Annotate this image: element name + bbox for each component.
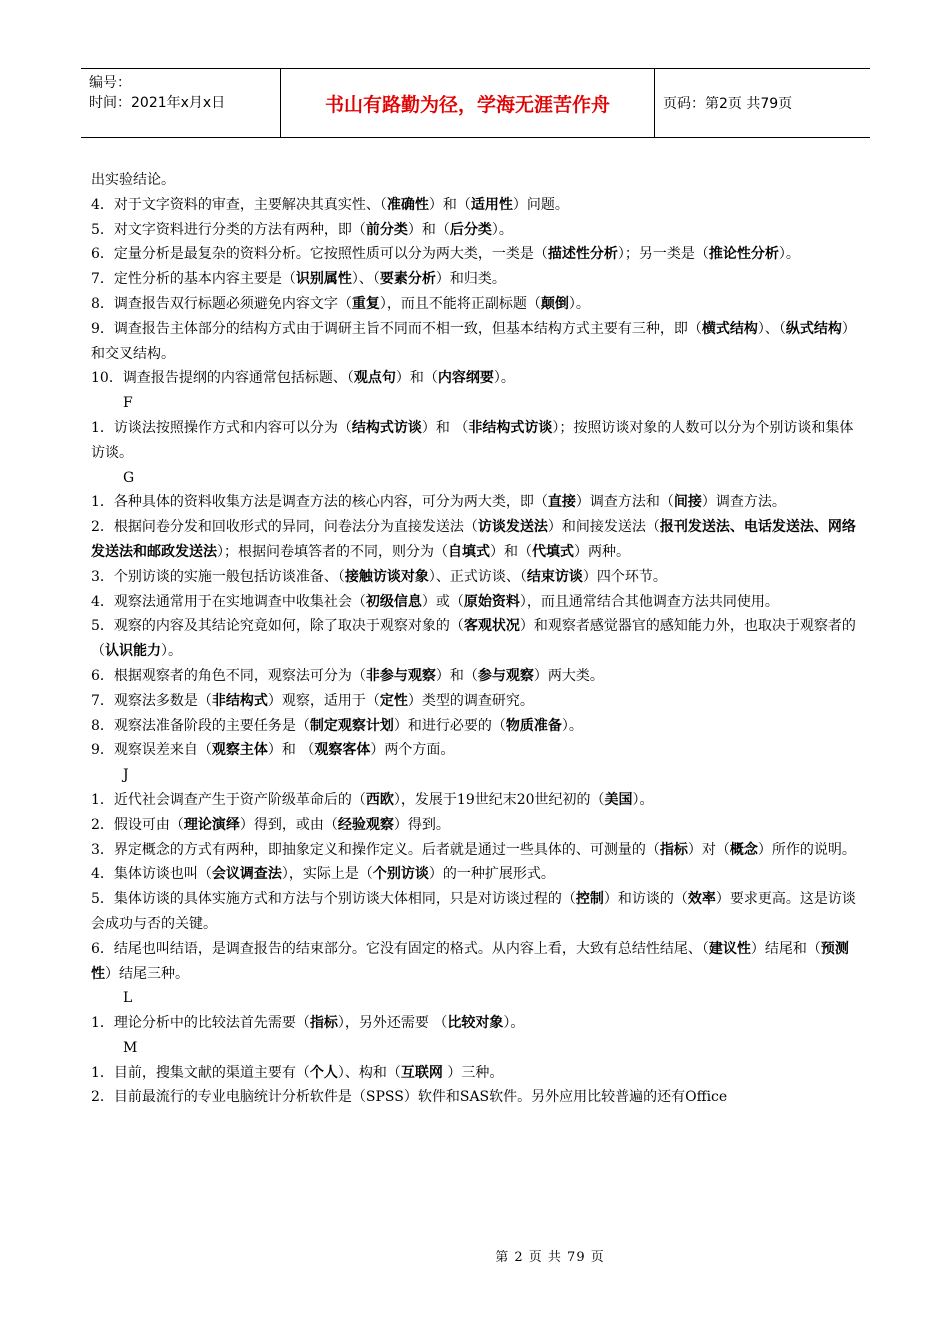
text-run: ）对（ [687, 841, 730, 858]
answer-text: 非结构式访谈 [468, 419, 553, 436]
footer-page-number: 第 2 页 共 79 页 [495, 1250, 605, 1265]
header-left-cell [81, 69, 281, 137]
answer-text: 纵式结构 [785, 320, 842, 337]
paragraph [91, 242, 863, 267]
paragraph [91, 565, 863, 590]
text-run: ）得到。 [393, 816, 450, 833]
answer-text: 制定观察计划 [309, 717, 394, 734]
text-run: 1．近代社会调查产生于资产阶级革命后的（ [91, 791, 366, 808]
text-run: ）和间接发送法（ [547, 519, 660, 536]
text-run: 1．目前，搜集文献的渠道主要有（ [91, 1064, 310, 1081]
text-run: ）；按照访谈对象的人数可以分为个别访谈和集体访谈。 [91, 419, 854, 461]
answer-text: 认识能力 [105, 643, 161, 660]
paragraph [91, 664, 863, 689]
paragraph [91, 689, 863, 714]
paragraph [91, 515, 863, 565]
text-run: 5．对文字资料进行分类的方法有两种，即（ [91, 221, 366, 238]
text-run: 2．根据问卷分发和回收形式的异同，问卷法分为直接发送法（ [91, 519, 478, 536]
section-letter: G [123, 469, 135, 486]
text-run: ）调查方法。 [701, 494, 786, 511]
text-run: 9．观察误差来自（ [91, 742, 212, 759]
answer-text: 自填式 [448, 543, 490, 560]
paragraph [91, 862, 863, 887]
text-run: ）结尾三种。 [105, 965, 189, 982]
text-run: 2．假设可由（ [91, 816, 184, 833]
text-run: ）、（ [351, 271, 380, 288]
answer-text: 预测性 [91, 940, 849, 982]
text-run: ）要求更高。这是访谈会成功与否的关键。 [91, 891, 856, 932]
text-run: 1．理论分析中的比较法首先需要（ [91, 1015, 310, 1032]
answer-text: 定性 [379, 692, 408, 709]
text-run: ）；根据问卷填答者的不同，则分为（ [217, 543, 448, 560]
answer-text: 代填式 [532, 543, 574, 560]
paragraph [91, 193, 863, 218]
paragraph [91, 168, 863, 193]
text-run: 5．集体访谈的具体实施方式和方法与个别访谈大体相同，只是对访谈过程的（ [91, 891, 576, 908]
answer-text: 横式结构 [701, 320, 758, 337]
paragraph [91, 218, 863, 243]
answer-text: 个别访谈 [372, 866, 429, 883]
paragraph [91, 1011, 863, 1036]
text-run: ）观察，适用于（ [267, 692, 380, 709]
text-run: ）。 [491, 221, 513, 238]
header-table [81, 68, 870, 138]
section-letter: L [123, 990, 133, 1007]
text-run: ）和观察者感觉器官的感知能力外，也取决于观察者的（ [91, 618, 856, 660]
answer-text: 初级信息 [365, 593, 422, 610]
answer-text: 美国 [604, 791, 633, 808]
paragraph [91, 937, 863, 987]
text-run: 1．各种具体的资料收集方法是调查方法的核心内容，可分为两大类，即（ [91, 494, 548, 511]
answer-text: 结束访谈 [526, 568, 583, 585]
text-run: ）。 [568, 295, 590, 312]
paragraph [91, 614, 863, 664]
text-run: ）。 [632, 791, 654, 808]
text-run: ）四个环节。 [582, 568, 667, 585]
text-run: ），另外还需要 （ [337, 1015, 448, 1032]
answer-text: 适用性 [470, 196, 513, 213]
text-run: 6．根据观察者的角色不同，观察法可分为（ [91, 667, 366, 684]
text-run: 3．界定概念的方式有两种，即抽象定义和操作定义。后者就是通过一些具体的、可测量的（ [91, 841, 660, 858]
text-run: ）。 [503, 1015, 525, 1032]
answer-text: 颠倒 [540, 295, 569, 312]
answer-text: 非参与观察 [365, 667, 436, 684]
text-run: ）所作的说明。 [757, 841, 856, 858]
paragraph [91, 714, 863, 739]
answer-text: 物质准备 [505, 717, 562, 734]
text-run: ）两个方面。 [370, 742, 455, 759]
paragraph [91, 738, 863, 763]
answer-text: 建议性 [708, 940, 751, 957]
paragraph [91, 887, 863, 937]
text-run: ）两种。 [574, 543, 630, 560]
text-run: ）。 [161, 643, 182, 660]
answer-text: 经验观察 [337, 816, 394, 833]
text-run: ）结尾和（ [750, 940, 821, 957]
text-run: 9．调查报告主体部分的结构方式由于调研主旨不同而不相一致，但基本结构方式主要有三种，即（ [91, 320, 702, 337]
text-run: 6．结尾也叫结语，是调查报告的结束部分。它没有固定的格式。从内容上看，大致有总结性结尾、（ [91, 940, 709, 957]
text-run: ）和（ [490, 543, 532, 560]
text-run: ）和交叉结构。 [91, 320, 856, 362]
paragraph [91, 490, 863, 515]
answer-text: 效率 [687, 891, 716, 908]
answer-text: 准确性 [386, 196, 429, 213]
section-letter: M [123, 1039, 138, 1056]
text-run: ）和 （ [421, 419, 469, 436]
text-run: ）和（ [428, 196, 471, 213]
answer-text: 非结构式 [211, 692, 268, 709]
paragraph [91, 317, 863, 367]
answer-text: 观点句 [353, 370, 396, 387]
text-run: ）和进行必要的（ [393, 717, 506, 734]
text-run: 出实验结论。 [91, 172, 175, 188]
answer-text: 比较对象 [447, 1015, 504, 1032]
answer-text: 观察主体 [211, 742, 268, 759]
answer-text: 结构式访谈 [351, 419, 422, 436]
text-run: ）、正式访谈、（ [428, 568, 527, 585]
answer-text: 原始资料 [463, 593, 520, 610]
answer-text: 间接 [673, 494, 702, 511]
answer-text: 内容纲要 [437, 370, 494, 387]
text-run: 8．调查报告双行标题必须避免内容文字（ [91, 295, 352, 312]
text-run: ）和 （ [267, 742, 315, 759]
text-run: 6．定量分析是最复杂的资料分析。它按照性质可以分为两大类，一类是（ [91, 246, 548, 263]
text-run: ）。 [561, 717, 583, 734]
text-run: ）和归类。 [435, 271, 506, 288]
header-page-label: 页码：第2页 共79页 [663, 96, 793, 112]
text-run: 5．观察的内容及其结论究竟如何，除了取决于观察对象的（ [91, 618, 464, 635]
paragraph [91, 416, 863, 466]
answer-text: 互联网 [400, 1064, 443, 1081]
paragraph [91, 267, 863, 292]
text-run: ），实际上是（ [281, 866, 373, 883]
paragraph [91, 292, 863, 317]
section-letter: J [123, 767, 129, 784]
answer-text: 观察客体 [314, 742, 371, 759]
section-letter: F [123, 395, 133, 412]
answer-text: 控制 [575, 891, 604, 908]
text-run: ）和（ [395, 370, 438, 387]
answer-text: 推论性分析 [708, 246, 779, 263]
answer-text: 后分类 [449, 221, 492, 238]
text-run: 7．观察法多数是（ [91, 692, 212, 709]
text-run: ）得到，或由（ [239, 816, 338, 833]
text-run: ）两大类。 [533, 667, 604, 684]
text-run: ），而且通常结合其他调查方法共同使用。 [519, 593, 779, 610]
answer-text: 要素分析 [379, 271, 436, 288]
text-run: 10．调查报告提纲的内容通常包括标题、（ [91, 370, 354, 387]
answer-text: 识别属性 [295, 271, 352, 288]
header-motto: 书山有路勤为径，学海无涯苦作舟 [281, 69, 655, 137]
text-run: ）调查方法和（ [575, 494, 674, 511]
text-run: ）或（ [421, 593, 464, 610]
answer-text: 西欧 [365, 791, 394, 808]
answer-text: 描述性分析 [547, 246, 618, 263]
paragraph [91, 1061, 863, 1086]
paragraph [91, 1085, 863, 1110]
page-footer [0, 1246, 950, 1265]
text-run: ）、构和（ [337, 1064, 401, 1081]
text-run: 1．访谈法按照操作方式和内容可以分为（ [91, 419, 352, 436]
answer-text: 指标 [659, 841, 688, 858]
text-run: 7．定性分析的基本内容主要是（ [91, 271, 296, 288]
doc-number-label: 编号： [89, 75, 131, 91]
answer-text: 概念 [729, 841, 758, 858]
text-run: ）。 [778, 246, 800, 263]
text-run: ）的一种扩展形式。 [428, 866, 555, 883]
text-run: ）三种。 [442, 1064, 504, 1081]
answer-text: 访谈发送法 [477, 519, 548, 536]
text-run: ）类型的调查研究。 [407, 692, 534, 709]
text-run: ）问题。 [512, 196, 569, 213]
document-body [91, 168, 863, 1110]
answer-text: 个人 [309, 1064, 338, 1081]
answer-text: 直接 [547, 494, 576, 511]
text-run: 4．对于文字资料的审查，主要解决其真实性、（ [91, 196, 387, 213]
text-run: 4．集体访谈也叫（ [91, 866, 212, 883]
answer-text: 理论演绎 [183, 816, 240, 833]
answer-text: 指标 [309, 1015, 338, 1032]
paragraph [91, 813, 863, 838]
answer-text: 参与观察 [477, 667, 534, 684]
text-run: ）和（ [407, 221, 450, 238]
text-run: ）和访谈的（ [603, 891, 688, 908]
text-run: 2．目前最流行的专业电脑统计分析软件是（SPSS）软件和SAS软件。另外应用比较普遍的还有Office [91, 1089, 728, 1106]
text-run: ）。 [493, 370, 515, 387]
paragraph [91, 838, 863, 863]
paragraph [91, 788, 863, 813]
paragraph [91, 366, 863, 391]
text-run: 3．个别访谈的实施一般包括访谈准备、（ [91, 568, 345, 585]
text-run: ），而且不能将正副标题（ [379, 295, 541, 312]
answer-text: 会议调查法 [211, 866, 282, 883]
answer-text: 前分类 [365, 221, 408, 238]
text-run: 4．观察法通常用于在实地调查中收集社会（ [91, 593, 366, 610]
text-run: ），发展于19世纪末20世纪初的（ [393, 791, 605, 808]
answer-text: 重复 [351, 295, 380, 312]
answer-text: 接触访谈对象 [344, 568, 429, 585]
text-run: ）和（ [435, 667, 478, 684]
paragraph [91, 590, 863, 615]
answer-text: 报刊发送法、电话发送法、网络发送法和邮政发送法 [91, 519, 856, 560]
doc-time-label: 时间：2021年x月x日 [89, 95, 226, 111]
text-run: ）、（ [757, 320, 786, 337]
answer-text: 客观状况 [463, 618, 520, 635]
text-run: 8．观察法准备阶段的主要任务是（ [91, 717, 310, 734]
text-run: ）；另一类是（ [617, 246, 709, 263]
